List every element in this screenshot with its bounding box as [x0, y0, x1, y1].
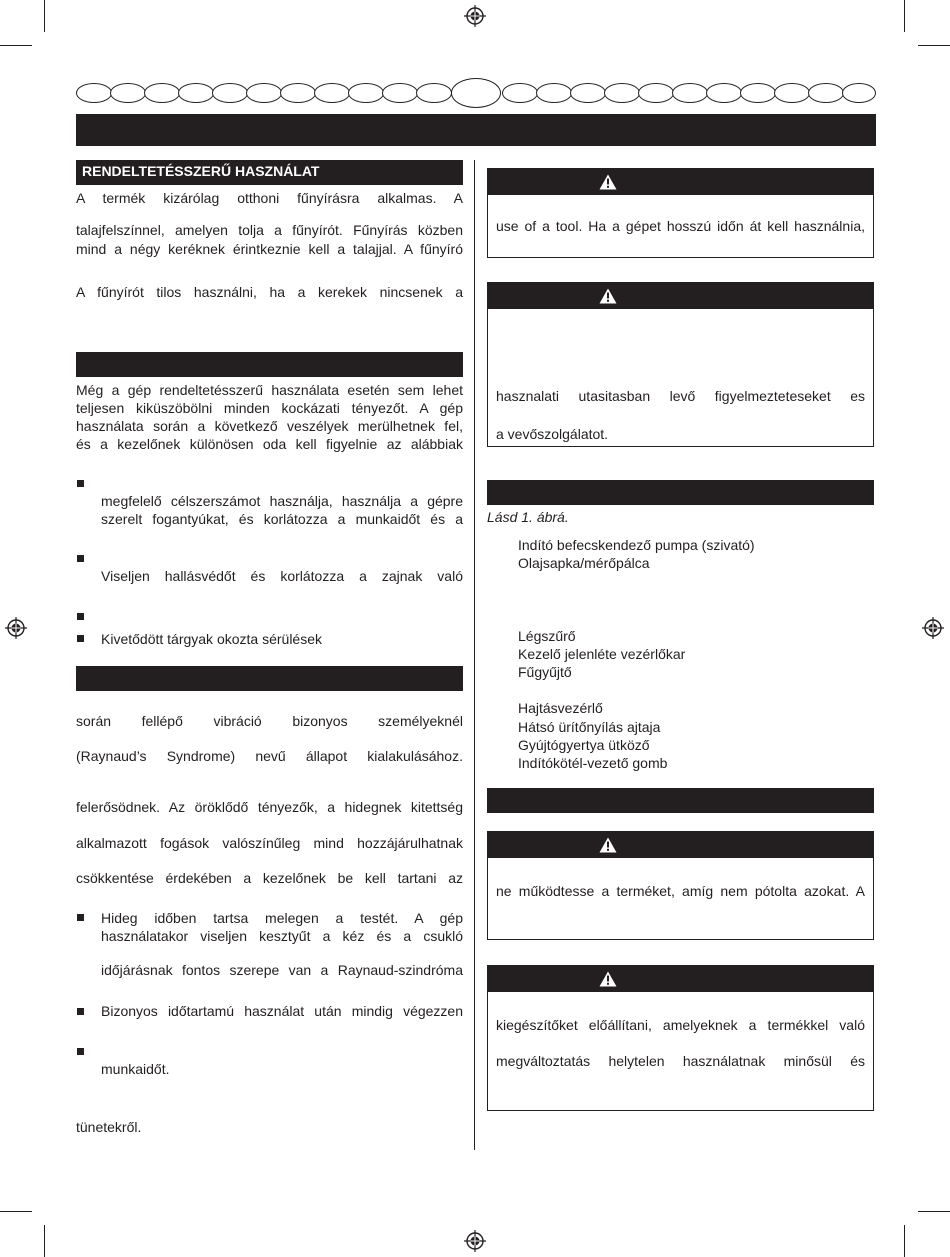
- warning-box: [487, 965, 874, 1111]
- square-bullet-icon: [77, 1008, 84, 1015]
- language-tab[interactable]: [314, 83, 350, 103]
- warning-triangle-icon: [599, 971, 617, 987]
- registration-mark-icon: [5, 617, 27, 639]
- language-tab[interactable]: [740, 83, 776, 103]
- language-tab[interactable]: [604, 83, 640, 103]
- bullet-text: Hideg időben tartsa melegen a testét. A gép: [101, 910, 463, 926]
- bullet-text: munkaidőt.: [101, 1061, 170, 1077]
- part-list-item: Indító befecskendező pumpa (szivató): [518, 537, 755, 553]
- paragraph-line: (Raynaud’s Syndrome) nevű állapot kialakulásához.: [76, 748, 463, 764]
- paragraph-line: Még a gép rendeltetésszerű használata esetén sem lehet: [76, 382, 463, 398]
- language-tab[interactable]: [808, 83, 844, 103]
- bullet-text: megfelelő célszerszámot használja, használja a gépre: [101, 493, 463, 509]
- language-tab[interactable]: [280, 83, 316, 103]
- warning-text: a vevőszolgálatot.: [496, 426, 609, 442]
- registration-mark-icon: [464, 5, 486, 27]
- warning-text: hasznalati utasitasban levő figyelmezteteseket es: [496, 388, 865, 404]
- square-bullet-icon: [77, 555, 84, 562]
- language-tab[interactable]: [144, 83, 180, 103]
- paragraph-line: alkalmazott fogások valószínűleg mind hozzájárulhatnak: [76, 835, 463, 851]
- crop-mark: [44, 0, 45, 32]
- figure-reference: Lásd 1. ábrá.: [487, 509, 569, 525]
- warning-triangle-icon: [599, 288, 617, 304]
- warning-box: [487, 282, 874, 447]
- language-tab[interactable]: [774, 83, 810, 103]
- column-divider: [474, 160, 475, 1150]
- warning-header: [488, 169, 873, 195]
- bullet-text: szerelt fogantyúkat, és korlátozza a munkaidőt és a: [101, 511, 463, 527]
- square-bullet-icon: [77, 635, 84, 642]
- language-tab[interactable]: [382, 83, 418, 103]
- bullet-text: időjárásnak fontos szerepe van a Raynaud-szindróma: [101, 962, 463, 978]
- language-tab[interactable]: [842, 83, 876, 103]
- language-tab[interactable]: [178, 83, 214, 103]
- section-heading-assembly: [487, 788, 874, 813]
- warning-text: use of a tool. Ha a gépet hosszú időn át kell használnia,: [496, 218, 865, 234]
- warning-text: ne működtesse a terméket, amíg nem pótolta azokat. A: [496, 883, 865, 899]
- paragraph-line: A fűnyírót tilos használni, ha a kerekek nincsenek a: [76, 284, 463, 300]
- crop-mark: [918, 45, 950, 46]
- language-tab-active[interactable]: [451, 78, 501, 108]
- part-list-item: Fűgyűjtő: [518, 664, 572, 680]
- language-tab[interactable]: [502, 83, 538, 103]
- bullet-text: használatakor viseljen kesztyűt a kéz és a csukló: [101, 928, 463, 944]
- part-list-item: Kezelő jelenléte vezérlőkar: [518, 646, 686, 662]
- language-tab[interactable]: [110, 83, 146, 103]
- paragraph-line: talajfelszínnel, amelyen tolja a fűnyírót. Fűnyírás közben: [76, 222, 463, 238]
- language-tab[interactable]: [706, 83, 742, 103]
- section-heading-intended-use: RENDELTETÉSSZERŰ HASZNÁLAT: [76, 160, 463, 185]
- warning-box: [487, 831, 874, 940]
- warning-box: [487, 168, 874, 258]
- language-tab[interactable]: [76, 83, 112, 103]
- paragraph-line: használata során a következő veszélyek merülhetnek fel,: [76, 418, 463, 434]
- language-tab[interactable]: [570, 83, 606, 103]
- crop-mark: [0, 45, 32, 46]
- crop-mark: [44, 1225, 45, 1257]
- language-tab[interactable]: [416, 83, 452, 103]
- language-tab[interactable]: [638, 83, 674, 103]
- paragraph-line: és a kezelőnek különösen oda kell figyelnie az alábbiak: [76, 436, 463, 452]
- registration-mark-icon: [922, 617, 944, 639]
- page-header-bar: [76, 114, 876, 146]
- square-bullet-icon: [77, 1048, 84, 1055]
- bullet-text: Viseljen hallásvédőt és korlátozza a zajnak való: [101, 568, 463, 584]
- paragraph-line: felerősödnek. Az öröklődő tényezők, a hidegnek kitettség: [76, 799, 463, 815]
- paragraph-line: csökkentése érdekében a kezelőnek be kell tartani az: [76, 870, 463, 886]
- part-list-item: Indítókötél-vezető gomb: [518, 755, 668, 771]
- warning-text: megváltoztatás helytelen használatnak minősül és: [496, 1053, 865, 1069]
- paragraph-line: során fellépő vibráció bizonyos személyeknél: [76, 713, 463, 729]
- language-tab[interactable]: [348, 83, 384, 103]
- part-list-item: Hátsó ürítőnyílás ajtaja: [518, 719, 661, 735]
- warning-text: kiegészítőket előállítani, amelyeknek a termékkel való: [496, 1017, 865, 1033]
- part-list-item: Gyújtógyertya ütköző: [518, 737, 650, 753]
- registration-mark-icon: [464, 1230, 486, 1252]
- part-list-item: Légszűrő: [518, 628, 576, 644]
- section-heading-residual-risks: [76, 352, 463, 377]
- crop-mark: [918, 1211, 950, 1212]
- warning-header: [488, 966, 873, 992]
- crop-mark: [0, 1211, 32, 1212]
- language-tab[interactable]: [212, 83, 248, 103]
- square-bullet-icon: [77, 480, 84, 487]
- square-bullet-icon: [77, 613, 84, 620]
- paragraph-line: mind a négy keréknek érintkeznie kell a talajjal. A fűnyíró: [76, 241, 463, 257]
- warning-header: [488, 832, 873, 858]
- warning-header: [488, 283, 873, 309]
- section-heading-features: [487, 480, 874, 505]
- language-tab[interactable]: [246, 83, 282, 103]
- part-list-item: Olajsapka/mérőpálca: [518, 555, 650, 571]
- section-heading-vibration: [76, 666, 463, 691]
- crop-mark: [904, 1225, 905, 1257]
- warning-triangle-icon: [599, 174, 617, 190]
- bullet-text: Kivetődött tárgyak okozta sérülések: [101, 631, 323, 647]
- square-bullet-icon: [77, 914, 84, 921]
- language-tab[interactable]: [672, 83, 708, 103]
- crop-mark: [904, 0, 905, 32]
- part-list-item: Hajtásvezérlő: [518, 700, 603, 716]
- language-tab[interactable]: [536, 83, 572, 103]
- warning-triangle-icon: [599, 837, 617, 853]
- paragraph-line: A termék kizárólag otthoni fűnyírásra alkalmas. A: [76, 190, 463, 206]
- bullet-text: Bizonyos időtartamú használat után mindig végezzen: [101, 1003, 463, 1019]
- paragraph-line: teljesen kiküszöbölni minden kockázati tényezőt. A gép: [76, 400, 463, 416]
- paragraph-line: tünetekről.: [76, 1119, 142, 1135]
